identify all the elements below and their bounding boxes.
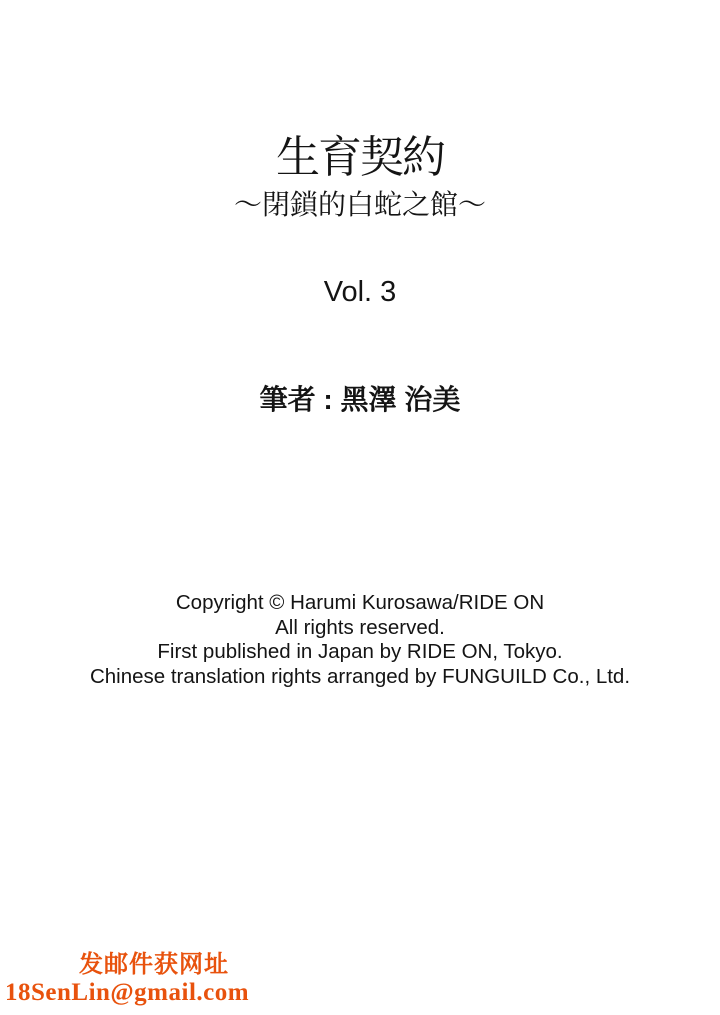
book-subtitle: ～閉鎖的白蛇之館～ [233, 189, 486, 220]
author-line: 筆者 : 黑澤 治美 [259, 384, 461, 415]
copyright-line-2: All rights reserved. [275, 615, 445, 639]
volume-label: Vol. 3 [323, 276, 397, 308]
book-title: 生育契約 [276, 133, 444, 182]
copyright-line-4: Chinese translation rights arranged by FUNGUILD Co., Ltd. [89, 665, 631, 689]
watermark-email: 18SenLin@gmail.com [5, 979, 250, 1006]
copyright-block [0, 591, 720, 690]
copyright-line-3: First published in Japan by RIDE ON, Tokyo. [157, 640, 563, 664]
watermark [5, 951, 250, 1007]
copyright-line-1: Copyright © Harumi Kurosawa/RIDE ON [175, 591, 545, 614]
watermark-notice: 发邮件获网址 [79, 952, 229, 978]
